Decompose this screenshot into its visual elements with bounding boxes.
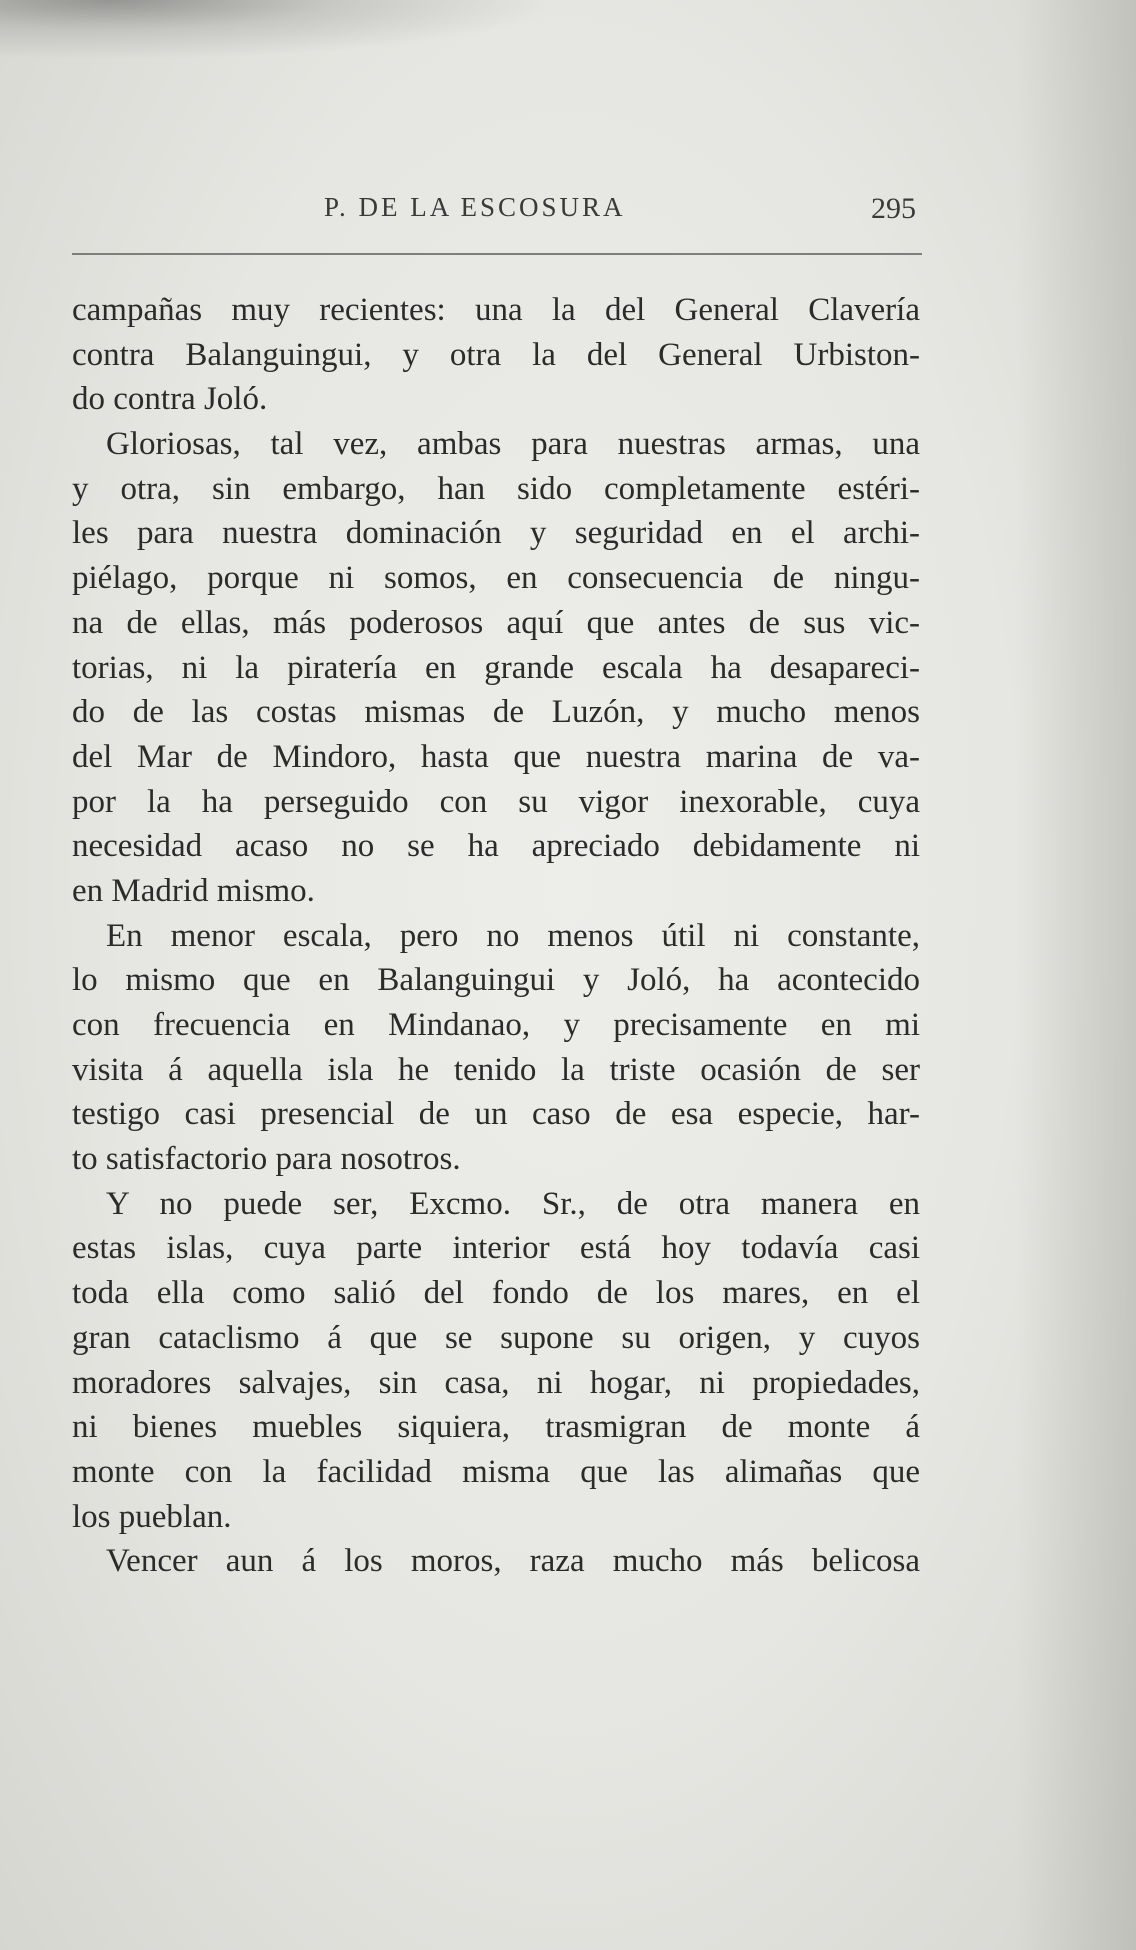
text-line: campañas muy recientes: una la del General Clavería	[72, 292, 920, 328]
text-line: Y no puede ser, Excmo. Sr., de otra manera en	[106, 1185, 920, 1222]
paragraph	[72, 914, 920, 1182]
text-line: moradores salvajes, sin casa, ni hogar, ni propiedades,	[72, 1364, 920, 1401]
text-line: en Madrid mismo.	[72, 872, 315, 909]
header-rule	[72, 253, 922, 255]
text-line: contra Balanguingui, y otra la del General Urbiston-	[72, 336, 920, 373]
text-line: del Mar de Mindoro, hasta que nuestra marina de va-	[72, 738, 920, 775]
text-line: necesidad acaso no se ha apreciado debidamente ni	[72, 828, 920, 865]
text-line: ni bienes muebles siquiera, trasmigran de monte á	[72, 1409, 920, 1446]
text-line: do contra Joló.	[72, 381, 268, 418]
paragraph	[72, 288, 920, 422]
paragraph	[72, 422, 920, 914]
text-line: na de ellas, más poderosos aquí que antes de sus vic-	[72, 604, 920, 641]
text-line: Vencer aun á los moros, raza mucho más belicosa	[106, 1543, 920, 1580]
text-line: torias, ni la piratería en grande escala ha desapareci-	[72, 649, 920, 686]
text-line: to satisfactorio para nosotros.	[72, 1141, 461, 1178]
text-line: piélago, porque ni somos, en consecuencia de ningu-	[72, 560, 920, 597]
text-line: estas islas, cuya parte interior está hoy todavía casi	[72, 1230, 920, 1267]
text-line: testigo casi presencial de un caso de esa especie, har-	[72, 1096, 920, 1133]
text-line: En menor escala, pero no menos útil ni constante,	[106, 917, 920, 954]
text-line: les para nuestra dominación y seguridad en el archi-	[72, 515, 920, 552]
text-line: por la ha perseguido con su vigor inexorable, cuya	[72, 783, 920, 820]
text-line: lo mismo que en Balanguingui y Joló, ha acontecido	[72, 962, 920, 999]
text-line: gran cataclismo á que se supone su origen, y cuyos	[72, 1319, 920, 1356]
text-line: monte con la facilidad misma que las alimañas que	[72, 1453, 920, 1490]
text-line: visita á aquella isla he tenido la triste ocasión de ser	[72, 1051, 920, 1088]
text-line: con frecuencia en Mindanao, y precisamente en mi	[72, 1007, 920, 1043]
running-title: P. DE LA ESCOSURA	[324, 192, 626, 222]
text-line: toda ella como salió del fondo de los mares, en el	[72, 1275, 920, 1312]
paragraph	[72, 1182, 920, 1540]
paragraph	[72, 1539, 920, 1584]
running-head	[72, 192, 920, 232]
text-line: y otra, sin embargo, han sido completamente estéri-	[72, 470, 920, 507]
page-number: 295	[871, 192, 916, 225]
text-line: los pueblan.	[72, 1498, 232, 1535]
text-line: do de las costas mismas de Luzón, y mucho menos	[72, 694, 920, 731]
text-line: Gloriosas, tal vez, ambas para nuestras armas, una	[106, 426, 920, 463]
body-text	[72, 288, 920, 1584]
